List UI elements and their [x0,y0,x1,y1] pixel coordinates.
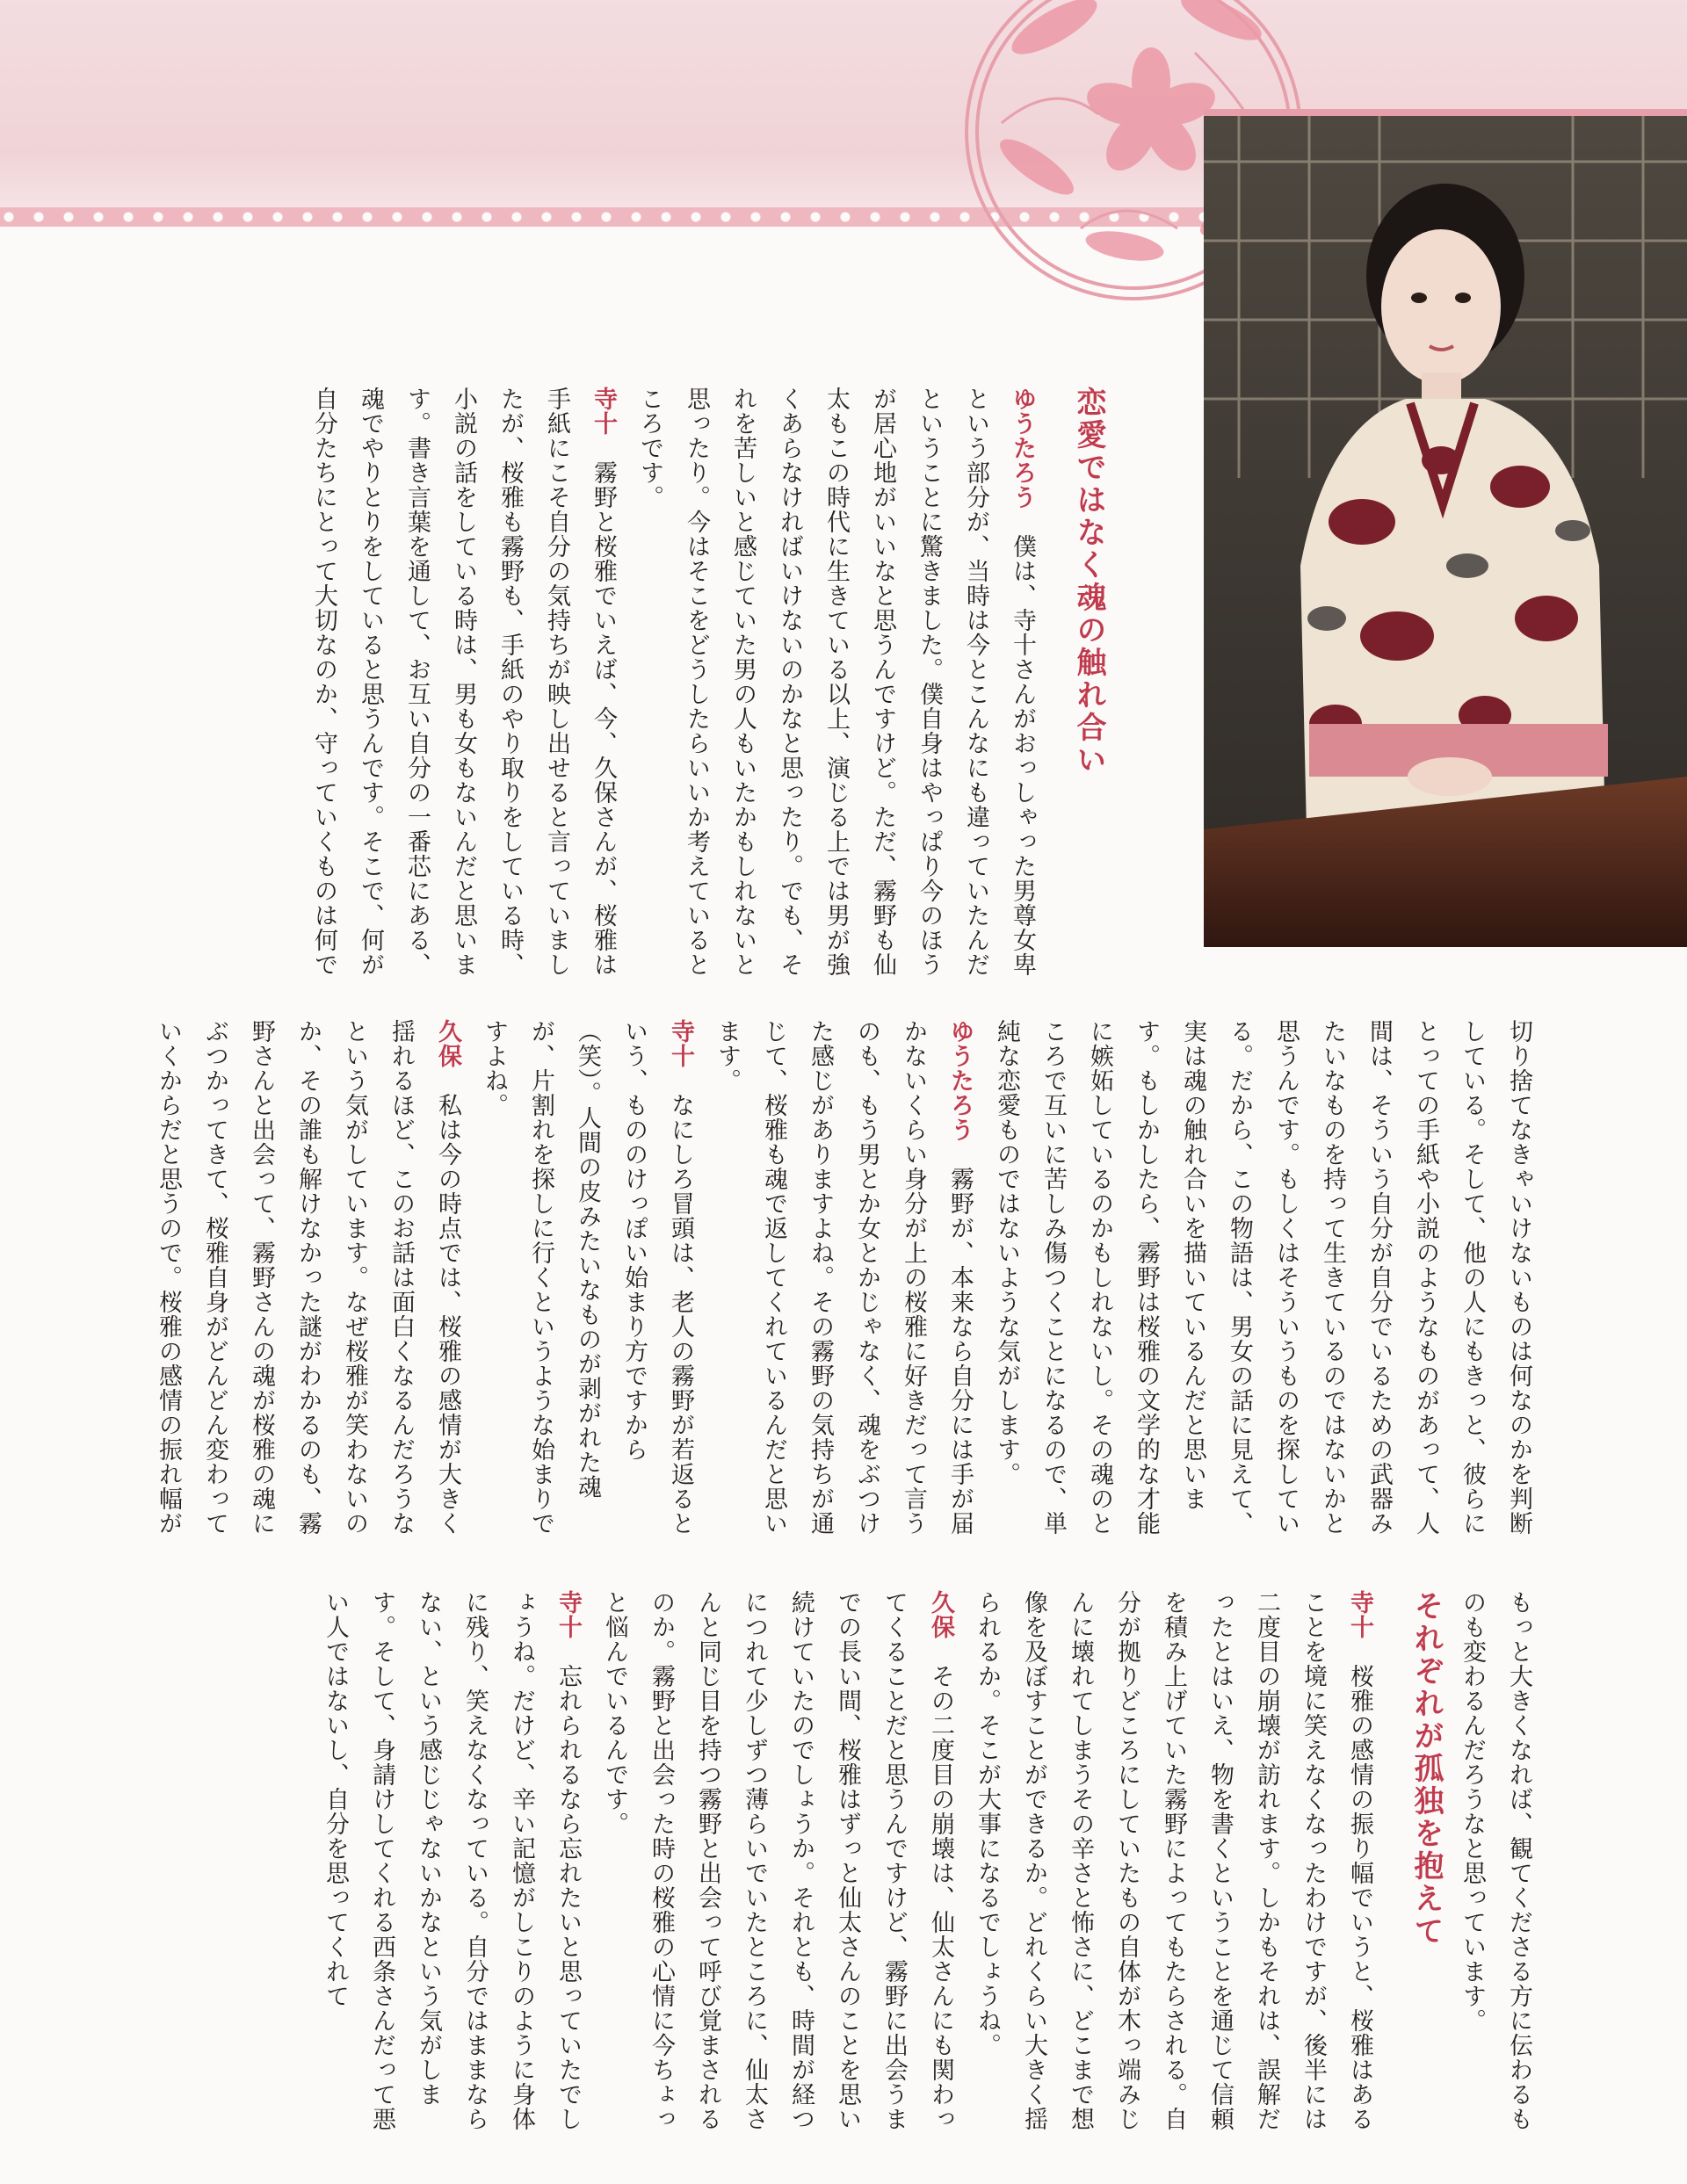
speaker-name: 寺十 [590,387,617,436]
paragraph [591,1590,964,2144]
paragraph-text: 霧野と桜雅でいえば、今、久保さんが、桜雅は手紙にこそ自分の気持ちが映し出せると言っていましたが、桜雅も霧野も、手紙のやり取りをしている時、小説の話をしている時は、男も女もないんだと思います。書き言葉を通して、お互い自分の一番芯にある、魂でやりとりをしていると思うんです。そこで、何が自分たちにとって大切なのか、守っていくものは何で [310,387,617,977]
speaker-name: ゆうたろう [946,1019,974,1142]
paragraph-text: 僕は、寺十さんがおっしゃった男尊女卑という部分が、当時は今とこんなにも違っていたんだということに驚きました。僕自身はやっぱり今のほうが居心地がいいなと思うんですけど。ただ、霧野も仙太もこの時代に生きている以上、演じる上では男が強くあらなければいけないのかなと思ったり。でも、それを苦しいと感じていた男の人もいたかもしれないと思ったり。今はそこをどうしたらいいか考えているところです。 [636,387,1036,977]
paragraph [471,1019,704,1546]
paragraph [626,387,1046,984]
portrait-photo [1204,109,1687,947]
paragraph-text: 霧野が、本来なら自分には手が届かないくらい身分が上の桜雅に好きだって言うのも、もう男とか女とかじゃなく、魂をぶつけた感じがありますよね。その霧野の気持ちが通じて、桜雅も魂で返してくれているんだと思います。 [713,1019,974,1536]
paragraph-text: 私は今の時点では、桜雅の感情が大きく揺れるほど、このお話は面白くなるんだろうなという気がしています。なぜ桜雅が笑わないのか、その誰も解けなかった謎がわかるのも、霧野さんと出会って、霧野さんの魂が桜雅の魂にぶつかってきて、桜雅自身がどんどん変わっていくからだと思うので。桜雅の感情の振れ幅が [155,1019,461,1536]
text-block-1 [136,387,1111,984]
paragraph-text: その二度目の崩壊は、仙太さんにも関わってくることだと思うんですけど、霧野に出会うまでの長い間、桜雅はずっと仙太さんのことを思い続けていたのでしょうか。それとも、時間が経つにつれて少しずつ薄らいでいたところに、仙太さんと同じ目を持つ霧野と出会って呼び覚まされるのか。霧野と出会った時の桜雅の心情に今ちょっと悩んでいるんです。 [601,1590,954,2131]
speaker-name: ゆうたろう [1009,387,1036,510]
paragraph-text: 桜雅の感情の振り幅でいうと、桜雅はあることを境に笑えなくなったわけですが、後半には二度目の崩壊が訪れます。しかもそれは、誤解だったとはいえ、物を書くということを通じて信頼を積み上げていた霧野によってもたらされる。自分が拠りどころにしていたもの自体が木っ端みじんに壊れてしまうその辛さと怖さに、どこまで想像を及ぼすことができるか。どれくらい大きく揺られるか。そこが大事になるでしょうね。 [974,1590,1373,2131]
speaker-name: 久保 [927,1590,954,1639]
paragraph-text: 切り捨てなきゃいけないものは何なのかを判断している。そして、他の人にもきっと、彼らにとっての手紙や小説のようなものがあって、人間は、そういう自分が自分でいるための武器みたいなものを持って生きているのではないかと思うんです。もしくはそういうものを探している。だから、この物語は、男女の話に見えて、実は魂の触れ合いを描いているんだと思います。もしかしたら、霧野は桜雅の文学的な才能に嫉妬しているのかもしれないし。その魂のところで互いに苦しみ傷つくことになるので、単純な恋愛ものではないような気がします。 [993,1019,1532,1536]
section-heading-2: それぞれが孤独を抱えて [1408,1590,1444,1948]
speaker-name: 久保 [434,1019,461,1068]
paragraph-text: なにしろ冒頭は、老人の霧野が若返るという、もののけっぽい始まり方ですから（笑）。人間の皮みたいなものが剥がれた魂が、片割れを探しに行くというような始まりですよね。 [481,1019,694,1536]
paragraph [145,1019,471,1546]
paragraph [983,1019,1542,1546]
text-block-2 [136,1019,1542,1546]
paragraph [1449,1590,1542,2144]
section-heading-1: 恋愛ではなく魂の触れ合い [1071,387,1106,777]
paragraph [704,1019,983,1546]
paragraph [312,1590,591,2144]
paragraph-text: もっと大きくなれば、観てくださる方に伝わるものも変わるんだろうなと思っています。 [1459,1590,1532,2131]
text-block-3 [136,1590,1542,2144]
paragraph [300,387,626,984]
speaker-name: 寺十 [667,1019,694,1068]
paragraph [964,1590,1383,2144]
speaker-name: 寺十 [554,1590,582,1639]
speaker-name: 寺十 [1346,1590,1373,1639]
paragraph-text: 忘れられるなら忘れたいと思っていたでしょうね。だけど、辛い記憶がしこりのように身体に残り、笑えなくなっている。自分ではままならない、という感じじゃないかなという気がします。そして、身請けしてくれる西条さんだって悪い人ではないし、自分を思ってくれて [322,1590,582,2131]
